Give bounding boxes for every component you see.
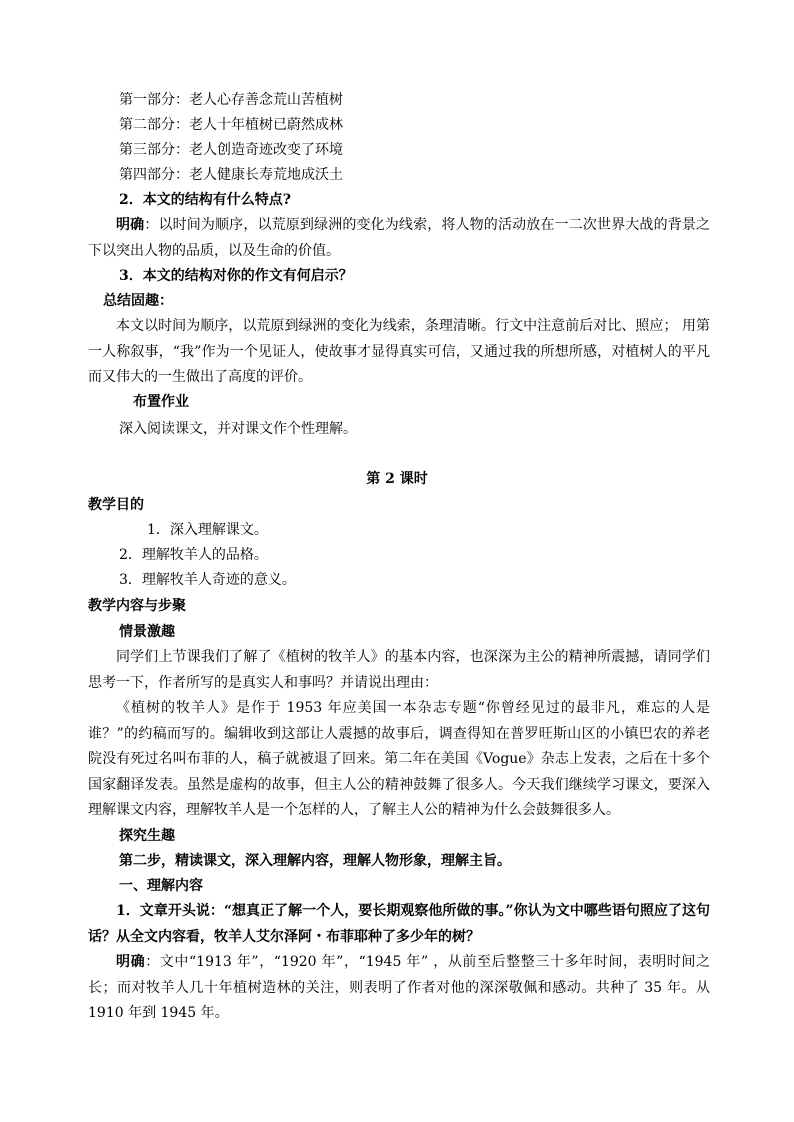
goal-1: 1．深入理解课文。 [147, 522, 268, 538]
story-paragraph: 《植树的牧羊人》是作于 1953 年应美国一本杂志专题“你曾经见过的最非凡，难忘的人是谁？”的约稿而写的。编辑收到这部让人震撼的故事后，调查得知在普罗旺斯山区的小镇巴农的养老院没有死过名叫布菲的人，稿子就被退了回来。第二年在美国《Vogue》杂志上发表，之后在十多个国家翻译发表。虽然是虚构的故事，但主人公的精神鼓舞了很多人。今天我们继续学习课文，要深入理解课文内容，理解牧羊人是一个怎样的人，了解主人公的精神为什么会鼓舞很多人。 [88, 700, 710, 818]
goal-3: 3．理解牧羊人奇迹的意义。 [119, 572, 296, 588]
steps-heading: 教学内容与步聚 [88, 598, 186, 614]
answer-2 [88, 213, 710, 264]
part-1: 第一部分：老人心存善念荒山苦植树 [119, 92, 343, 108]
part-3: 第三部分：老人创造奇迹改变了环境 [119, 142, 343, 158]
answer-label: 明确 [116, 954, 146, 970]
answer-text: ：文中“1913 年”，“1920 年”，“1945 年” ，从前至后整整三十多年时间，表明时间之长；而对牧羊人几十年植树造林的关注，则表明了作者对他的深深敬佩和感动。共种了 35 年。从 1910 年到 1945 年。 [88, 954, 710, 1021]
lesson-title: 第 2 课时 [366, 471, 428, 487]
section-1-heading: 一、理解内容 [119, 878, 203, 894]
question-1: 1．文章开头说：“想真正了解一个人，要长期观察他所做的事。”你认为文中哪些语句照应了这句话？从全文内容看，牧羊人艾尔泽阿・布菲耶种了多少年的树？ [88, 903, 710, 945]
summary-heading: 总结固趣： [103, 293, 173, 309]
goal-2: 2．理解牧羊人的品格。 [119, 547, 268, 563]
answer-text: ：以时间为顺序，以荒原到绿洲的变化为线索，将人物的活动放在一二次世界大战的背景之下以突出人物的品质，以及生命的价值。 [88, 217, 711, 259]
explore-heading: 探究生趣 [119, 828, 175, 844]
answer-1 [88, 950, 710, 1027]
part-4: 第四部分：老人健康长寿荒地成沃土 [119, 167, 343, 183]
part-2: 第二部分：老人十年植树已蔚然成林 [119, 117, 343, 133]
intro-paragraph: 同学们上节课我们了解了《植树的牧羊人》的基本内容，也深深为主公的精神所震撼，请同学们思考一下，作者所写的是真实人和事吗？并请说出理由： [88, 649, 710, 691]
step-2: 第二步，精读课文，深入理解内容，理解人物形象，理解主旨。 [119, 853, 511, 869]
homework-heading: 布置作业 [133, 394, 189, 410]
goals-heading: 教学目的 [88, 497, 144, 513]
intro-heading: 情景激趣 [119, 624, 175, 640]
summary-paragraph: 本文以时间为顺序，以荒原到绿洲的变化为线索，条理清晰。行文中注意前后对比、照应； 用第一人称叙事，“我”作为一个见证人，使故事才显得真实可信，又通过我的所想所感，对植树人的平凡而又伟大的一生做出了高度的评价。 [88, 318, 710, 385]
question-3: 3．本文的结构对你的作文有何启示？ [119, 268, 353, 284]
answer-label: 明确 [116, 217, 145, 233]
homework-text: 深入阅读课文，并对课文作个性理解。 [119, 421, 357, 437]
question-2: 2．本文的结构有什么特点? [119, 192, 291, 208]
